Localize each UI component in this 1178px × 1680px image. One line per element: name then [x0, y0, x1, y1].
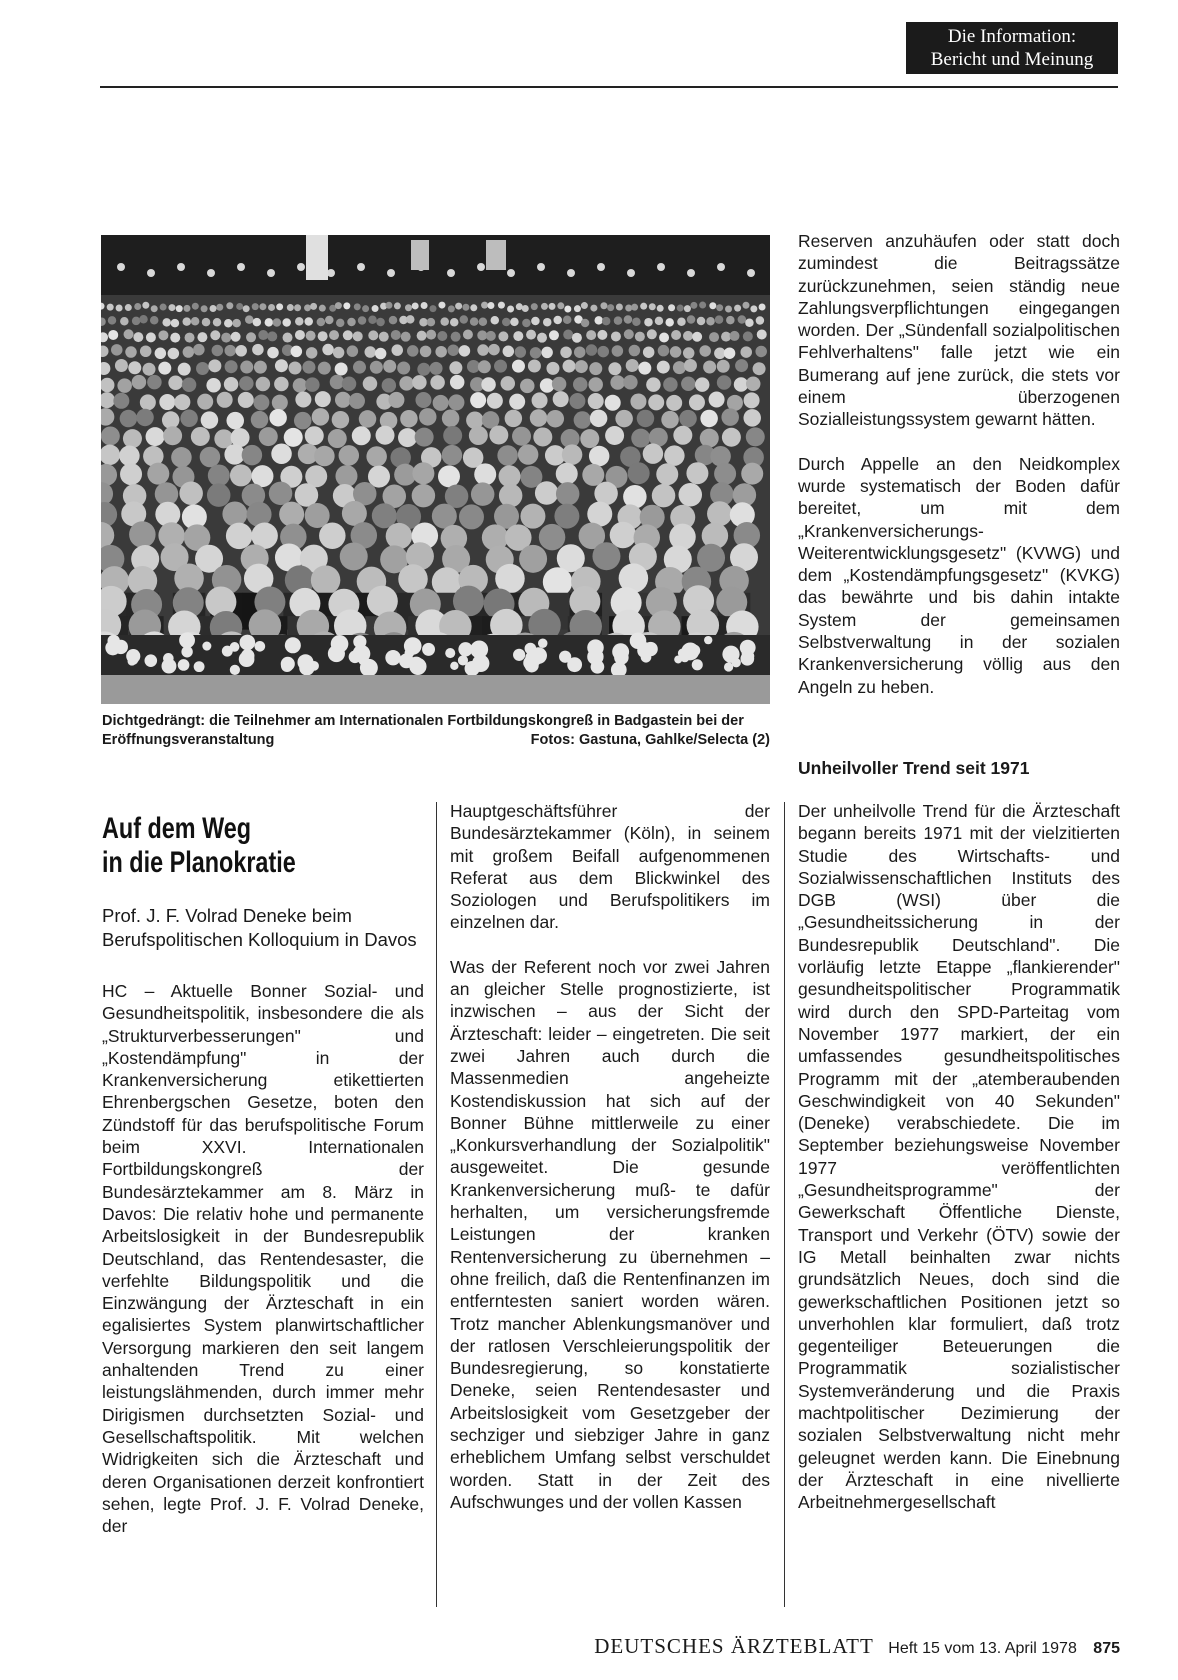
article-column-3-top: [798, 230, 1120, 720]
article-column-3-bottom: [798, 800, 1120, 1536]
page-number: 875: [1093, 1640, 1120, 1657]
audience-photo: [101, 235, 770, 704]
article-column-2: [450, 800, 770, 1535]
article-paragraph: HC – Aktuelle Bonner Sozial- und Gesundheitspolitik, insbesondere die als „Strukturverbesserungen" und „Kostendämpfung" in der Krankenversicherung etikettierten Ehrenbergschen Gesetze, boten den Zündstoff für das berufspolitische Forum beim XXVI. Internationalen Fortbildungskongreß der Bundesärztekammer am 8. März in Davos: Die relativ hohe und permanente Arbeitslosigkeit in der Bundesrepublik Deutschland, das Rentendesaster, die verfehlte Bildungspolitik und die Einzwängung der Ärzteschaft in ein egalisiertes System planwirtschaftlicher Versorgung markieren den seit langem anhaltenden Trend zu einer leistungslähmenden, durch immer mehr Dirigismen durchsetzten Sozial- und Gesellschaftspolitik. Mit welchen Widrigkeiten sich die Ärzteschaft und deren Organisationen derzeit konfrontiert sehen, legte Prof. J. F. Volrad Deneke, der: [102, 981, 424, 1537]
article-paragraph: Durch Appelle an den Neidkomplex wurde systematisch der Boden dafür bereitet, um mit dem „Krankenversicherungs-Weiterentwicklungsgesetz" (KVWG) und dem „Kostendämpfungsgesetz" (KVKG) das bewährte und bis dahin intakte System der gemeinsamen Selbstverwaltung in der sozialen Krankenversicherung völlig aus den Angeln zu heben.: [798, 453, 1120, 697]
article-paragraph: Der unheilvolle Trend für die Ärzteschaft begann bereits 1971 mit der vielzitierten Studie des Wirtschafts- und Sozialwissenschaftlichen Instituts des DGB (WSI) über die „Gesundheitssicherung in der Bundesrepublik Deutschland". Die vorläufig letzte Etappe „flankierender" gesundheitspolitischer Programmatik wird durch den SPD-Parteitag vom November 1977 markiert, der ein umfassendes gesundheitspolitisches Programm mit der „atemberaubenden Geschwindigkeit von 40 Sekunden" (Deneke) verabschiedete. Die im September beziehungsweise November 1977 veröffentlichten „Gesundheitsprogramme" der Gewerkschaft Öffentliche Dienste, Transport und Verkehr (ÖTV) sowie der IG Metall beinhalten zwar nichts grundsätzlich Neues, doch sind die gewerkschaftlichen Positionen jetzt so unverhohlen klar formuliert, daß trotz gegenteiliger Beteuerungen die Programmatik sozialistischer Systemveränderung und die Praxis machtpolitischer Dezimierung der sozialen Selbstverwaltung nicht mehr geleugnet werden kann. Die Einebnung der Ärzteschaft in eine nivellierte Arbeitnehmergesellschaft: [798, 801, 1120, 1513]
issue-info: Heft 15 vom 13. April 1978: [888, 1640, 1077, 1657]
journal-name: DEUTSCHES ÄRZTEBLATT: [594, 1634, 874, 1658]
column-divider: [784, 802, 785, 1607]
article-paragraph: Reserven anzuhäufen oder statt doch zumindest die Beitragssätze zurückzunehmen, seien ständig neue Zahlungsverpflichtungen eingegangen worden. Der „Sündenfall sozialpolitischen Fehlverhaltens" falle jetzt wie ein Bumerang auf jene zurück, die stets vor einem überzogenen Sozialleistungssystem gewarnt hätten.: [798, 231, 1120, 430]
section-badge-line1: Die Information:: [947, 26, 1077, 47]
article-title-line2: in die Planokratie: [102, 846, 296, 879]
photo-caption-text: Dichtgedrängt: die Teilnehmer am Internationalen Fortbildungskongreß in Badgastein bei der Eröffnungsveranstaltung: [102, 713, 744, 748]
column-divider: [436, 802, 437, 1607]
audience-photo-illustration: [101, 235, 770, 704]
top-rule: [100, 86, 1118, 88]
article-subtitle: Prof. J. F. Volrad Deneke beim Berufspolitischen Kolloquium in Davos: [102, 905, 417, 950]
section-heading: Unheilvoller Trend seit 1971: [798, 758, 1030, 778]
photo-credit: Fotos: Gastuna, Gahlke/Selecta (2): [530, 732, 770, 748]
photo-caption: [102, 712, 770, 750]
page-footer: [490, 1634, 1120, 1659]
article-paragraph: Was der Referent noch vor zwei Jahren an gleicher Stelle prognostizierte, ist inzwischen – aus der Sicht der Ärzteschaft: leider – eingetreten. Die seit zwei Jahren auch durch die Massenmedien angeheizte Kostendiskussion hat sich auf der Bonner Bühne mittlerweile zu einer „Konkursverhandlung der Sozialpolitik" ausgeweitet. Die gesunde Krankenversicherung muß- te dafür herhalten, um versicherungsfremde Leistungen der kranken Rentenversicherung zu übernehmen – ohne freilich, daß die Rentenfinanzen im entferntesten saniert worden wären. Trotz mancher Ablenkungsmanöver und der ratlosen Verschleierungspolitik der Bundesregierung, so konstatierte Deneke, seien Rentendesaster und Arbeitslosigkeit vom Gesetzgeber der sechziger und siebziger Jahre in ganz erheblichem Umfang selbst verschuldet worden. Statt in der Zeit des Aufschwunges und der vollen Kassen: [450, 956, 770, 1512]
article-paragraph: Hauptgeschäftsführer der Bundesärztekammer (Köln), in seinem mit großem Beifall aufgenommenen Referat aus dem Blickwinkel des Soziologen und Berufspolitikers im einzelnen dar.: [450, 801, 770, 933]
section-badge-line2: Bericht und Meinung: [930, 49, 1094, 70]
section-badge: [906, 22, 1118, 74]
article-title-line1: Auf dem Weg: [102, 812, 252, 845]
article-column-1: [102, 812, 424, 1559]
article-title: [102, 812, 430, 880]
